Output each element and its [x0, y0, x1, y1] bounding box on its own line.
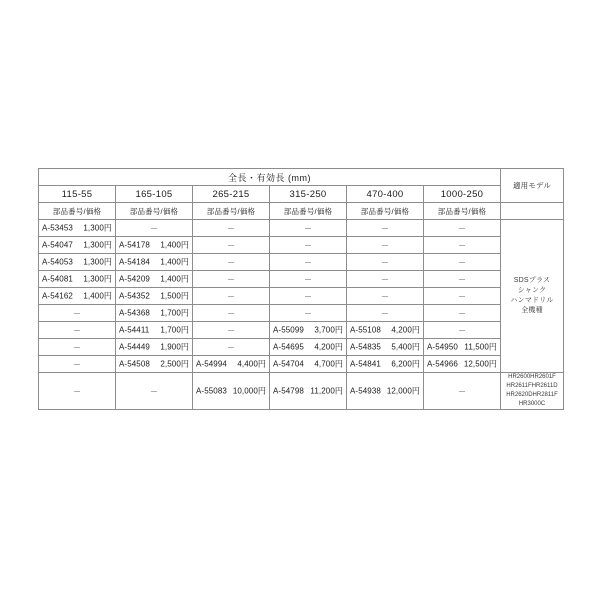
part-number: A-54841: [350, 359, 381, 369]
part-number: A-54798: [273, 386, 304, 396]
part-number: A-54950: [427, 342, 458, 352]
part-cell: [193, 288, 270, 305]
table-row: [39, 254, 564, 271]
part-cell: [270, 322, 347, 339]
part-number-price-pair: [116, 305, 192, 321]
part-number-price-pair: [39, 254, 115, 270]
empty-dash: －: [458, 325, 466, 335]
part-cell: [116, 339, 193, 356]
part-number: A-54352: [119, 291, 150, 301]
part-price: 1,300円: [83, 274, 112, 284]
empty-dash: －: [73, 359, 81, 369]
part-price: 12,500円: [463, 359, 497, 369]
table-row: [39, 305, 564, 322]
empty-dash: －: [227, 274, 235, 284]
part-cell: [39, 271, 116, 288]
part-cell: [116, 373, 193, 410]
part-number-price-pair: [116, 237, 192, 253]
part-cell: [270, 220, 347, 237]
part-cell: [347, 305, 424, 322]
part-cell: [270, 288, 347, 305]
empty-dash: －: [458, 308, 466, 318]
part-number-price-pair: [270, 339, 346, 355]
table-row: [39, 271, 564, 288]
part-number-price-pair: [270, 383, 346, 399]
empty-dash: －: [381, 291, 389, 301]
part-number-price-pair: [193, 383, 269, 399]
part-number-price-pair: [116, 339, 192, 355]
part-price: 5,400円: [391, 342, 420, 352]
part-cell: [424, 305, 501, 322]
part-price: 1,400円: [83, 291, 112, 301]
header-length-115-55: 115-55: [39, 186, 116, 203]
part-number: A-54994: [196, 359, 227, 369]
part-price: 1,400円: [160, 274, 189, 284]
part-number: A-53453: [42, 223, 73, 233]
part-cell: [347, 373, 424, 410]
empty-dash: －: [381, 257, 389, 267]
part-cell: [193, 254, 270, 271]
part-number-price-pair: [424, 356, 500, 372]
table-header-row-sub: [39, 203, 564, 220]
part-number: A-54411: [119, 325, 150, 335]
empty-dash: －: [227, 325, 235, 335]
part-cell: [39, 339, 116, 356]
empty-dash: －: [227, 291, 235, 301]
applicable-model-line: HR2620DHR2811F: [506, 392, 558, 398]
part-cell: [270, 373, 347, 410]
part-cell: [193, 305, 270, 322]
part-cell: [39, 220, 116, 237]
part-cell: [193, 356, 270, 373]
table-row: [39, 237, 564, 254]
table-row: [39, 356, 564, 373]
part-cell: [193, 220, 270, 237]
part-number: A-54053: [42, 257, 73, 267]
part-cell: [424, 356, 501, 373]
empty-dash: －: [304, 223, 312, 233]
subheader-partno-price-1: 部品番号/価格: [39, 203, 116, 220]
part-cell: [39, 322, 116, 339]
part-cell: [116, 220, 193, 237]
part-number-price-pair: [347, 383, 423, 399]
part-cell: [347, 254, 424, 271]
empty-dash: －: [150, 223, 158, 233]
part-cell: [116, 237, 193, 254]
part-number: A-54178: [119, 240, 150, 250]
part-cell: [39, 254, 116, 271]
empty-dash: －: [304, 274, 312, 284]
applicable-model-line: SDSプラス: [513, 276, 551, 284]
part-price: 11,200円: [310, 386, 343, 396]
part-cell: [116, 322, 193, 339]
applicable-model-line: ハンマドリル: [510, 297, 554, 304]
subheader-partno-price-4: 部品番号/価格: [270, 203, 347, 220]
part-number-price-pair: [347, 356, 423, 372]
part-price: 1,300円: [83, 257, 112, 267]
part-cell: [424, 254, 501, 271]
part-number: A-54184: [119, 257, 150, 267]
part-cell: [39, 356, 116, 373]
part-price: 4,200円: [314, 342, 343, 352]
table-header-row-lengths: [39, 186, 564, 203]
part-cell: [270, 339, 347, 356]
part-number-price-pair: [39, 220, 115, 236]
applicable-model-line: HR2611FHR2611D: [506, 383, 558, 389]
model-header-blank: [501, 203, 564, 220]
part-number-price-pair: [116, 356, 192, 372]
part-number: A-54081: [42, 274, 73, 284]
part-cell: [116, 305, 193, 322]
part-cell: [193, 339, 270, 356]
empty-dash: －: [458, 291, 466, 301]
part-cell: [39, 288, 116, 305]
part-number-price-pair: [270, 356, 346, 372]
part-price: 1,700円: [160, 308, 189, 318]
part-number: A-54695: [273, 342, 304, 352]
applicable-model-line: HR3000C: [518, 401, 546, 407]
empty-dash: －: [458, 274, 466, 284]
part-price: 11,500円: [464, 342, 497, 352]
part-cell: [424, 237, 501, 254]
part-number-price-pair: [347, 322, 423, 338]
table-row: [39, 322, 564, 339]
part-cell: [116, 254, 193, 271]
table-row: [39, 220, 564, 237]
empty-dash: －: [458, 223, 466, 233]
empty-dash: －: [227, 308, 235, 318]
part-number: A-54966: [427, 359, 458, 369]
part-cell: [116, 356, 193, 373]
header-length-470-400: 470-400: [347, 186, 424, 203]
applicable-model-line: 全機種: [521, 307, 543, 315]
part-cell: [193, 271, 270, 288]
part-cell: [347, 288, 424, 305]
part-price: 1,300円: [83, 240, 112, 250]
part-number: A-54368: [119, 308, 150, 318]
table-header-row-top: [39, 169, 564, 186]
part-cell: [424, 271, 501, 288]
part-cell: [193, 373, 270, 410]
part-cell: [39, 373, 116, 410]
part-number-price-pair: [39, 288, 115, 304]
part-number-price-pair: [39, 237, 115, 253]
part-price: 12,000円: [386, 386, 420, 396]
empty-dash: －: [304, 240, 312, 250]
spec-table-container: [38, 168, 563, 410]
empty-dash: －: [73, 308, 81, 318]
header-applicable-model: 適用モデル: [501, 169, 564, 203]
part-number: A-54704: [273, 359, 304, 369]
part-number: A-54209: [119, 274, 150, 284]
part-cell: [39, 305, 116, 322]
part-price: 10,000円: [232, 386, 266, 396]
part-cell: [39, 237, 116, 254]
part-number: A-54835: [350, 342, 381, 352]
empty-dash: －: [73, 386, 81, 396]
empty-dash: －: [381, 240, 389, 250]
part-number-price-pair: [39, 271, 115, 287]
part-price: 1,500円: [160, 291, 189, 301]
empty-dash: －: [304, 291, 312, 301]
empty-dash: －: [304, 308, 312, 318]
empty-dash: －: [458, 240, 466, 250]
empty-dash: －: [227, 223, 235, 233]
part-cell: [424, 322, 501, 339]
empty-dash: －: [227, 342, 235, 352]
header-total-length: 全長・有効長 (mm): [39, 169, 501, 186]
part-price: 4,400円: [237, 359, 266, 369]
applicable-model-cell: [501, 373, 564, 410]
part-cell: [193, 237, 270, 254]
part-price: 1,400円: [160, 240, 189, 250]
table-row: [39, 288, 564, 305]
part-price: 1,700円: [160, 325, 189, 335]
part-cell: [424, 373, 501, 410]
part-price: 1,400円: [160, 257, 189, 267]
part-cell: [347, 237, 424, 254]
empty-dash: －: [458, 386, 466, 396]
part-number: A-54938: [350, 386, 381, 396]
part-price: 1,900円: [160, 342, 189, 352]
part-price: 4,200円: [391, 325, 420, 335]
empty-dash: －: [381, 223, 389, 233]
applicable-model-line: シャンク: [517, 286, 547, 294]
table-row: [39, 339, 564, 356]
part-number: A-55108: [350, 325, 381, 335]
part-number: A-54449: [119, 342, 150, 352]
part-price: 4,700円: [314, 359, 343, 369]
empty-dash: －: [458, 257, 466, 267]
part-cell: [193, 322, 270, 339]
empty-dash: －: [227, 240, 235, 250]
header-length-1000-250: 1000-250: [424, 186, 501, 203]
part-number-price-pair: [116, 254, 192, 270]
part-cell: [116, 288, 193, 305]
empty-dash: －: [150, 386, 158, 396]
part-number: A-54508: [119, 359, 150, 369]
header-length-315-250: 315-250: [270, 186, 347, 203]
part-price: 1,300円: [83, 223, 112, 233]
empty-dash: －: [381, 308, 389, 318]
part-cell: [270, 237, 347, 254]
part-number-price-pair: [424, 339, 500, 355]
part-number-price-pair: [116, 271, 192, 287]
part-cell: [424, 339, 501, 356]
subheader-partno-price-6: 部品番号/価格: [424, 203, 501, 220]
part-number-price-pair: [116, 322, 192, 338]
part-number-price-pair: [193, 356, 269, 372]
part-cell: [347, 220, 424, 237]
part-cell: [270, 271, 347, 288]
header-length-165-105: 165-105: [116, 186, 193, 203]
part-number: A-54047: [42, 240, 73, 250]
part-number: A-55083: [196, 386, 227, 396]
part-number: A-55099: [273, 325, 304, 335]
part-cell: [347, 271, 424, 288]
part-cell: [270, 305, 347, 322]
part-price: 6,200円: [391, 359, 420, 369]
empty-dash: －: [304, 257, 312, 267]
part-number: A-54162: [42, 291, 73, 301]
subheader-partno-price-3: 部品番号/価格: [193, 203, 270, 220]
part-number-price-pair: [116, 288, 192, 304]
subheader-partno-price-2: 部品番号/価格: [116, 203, 193, 220]
part-cell: [424, 220, 501, 237]
empty-dash: －: [227, 257, 235, 267]
subheader-partno-price-5: 部品番号/価格: [347, 203, 424, 220]
spec-table: [38, 168, 564, 410]
part-price: 3,700円: [314, 325, 343, 335]
part-cell: [116, 271, 193, 288]
part-cell: [347, 356, 424, 373]
empty-dash: －: [73, 342, 81, 352]
part-price: 2,500円: [160, 359, 189, 369]
table-row: [39, 373, 564, 410]
part-cell: [347, 339, 424, 356]
header-length-265-215: 265-215: [193, 186, 270, 203]
part-number-price-pair: [347, 339, 423, 355]
part-cell: [270, 254, 347, 271]
empty-dash: －: [73, 325, 81, 335]
part-number-price-pair: [270, 322, 346, 338]
part-cell: [424, 288, 501, 305]
part-cell: [347, 322, 424, 339]
part-cell: [270, 356, 347, 373]
empty-dash: －: [381, 274, 389, 284]
applicable-model-line: HR2600HR2601F: [508, 374, 556, 380]
applicable-model-cell: [501, 220, 564, 373]
